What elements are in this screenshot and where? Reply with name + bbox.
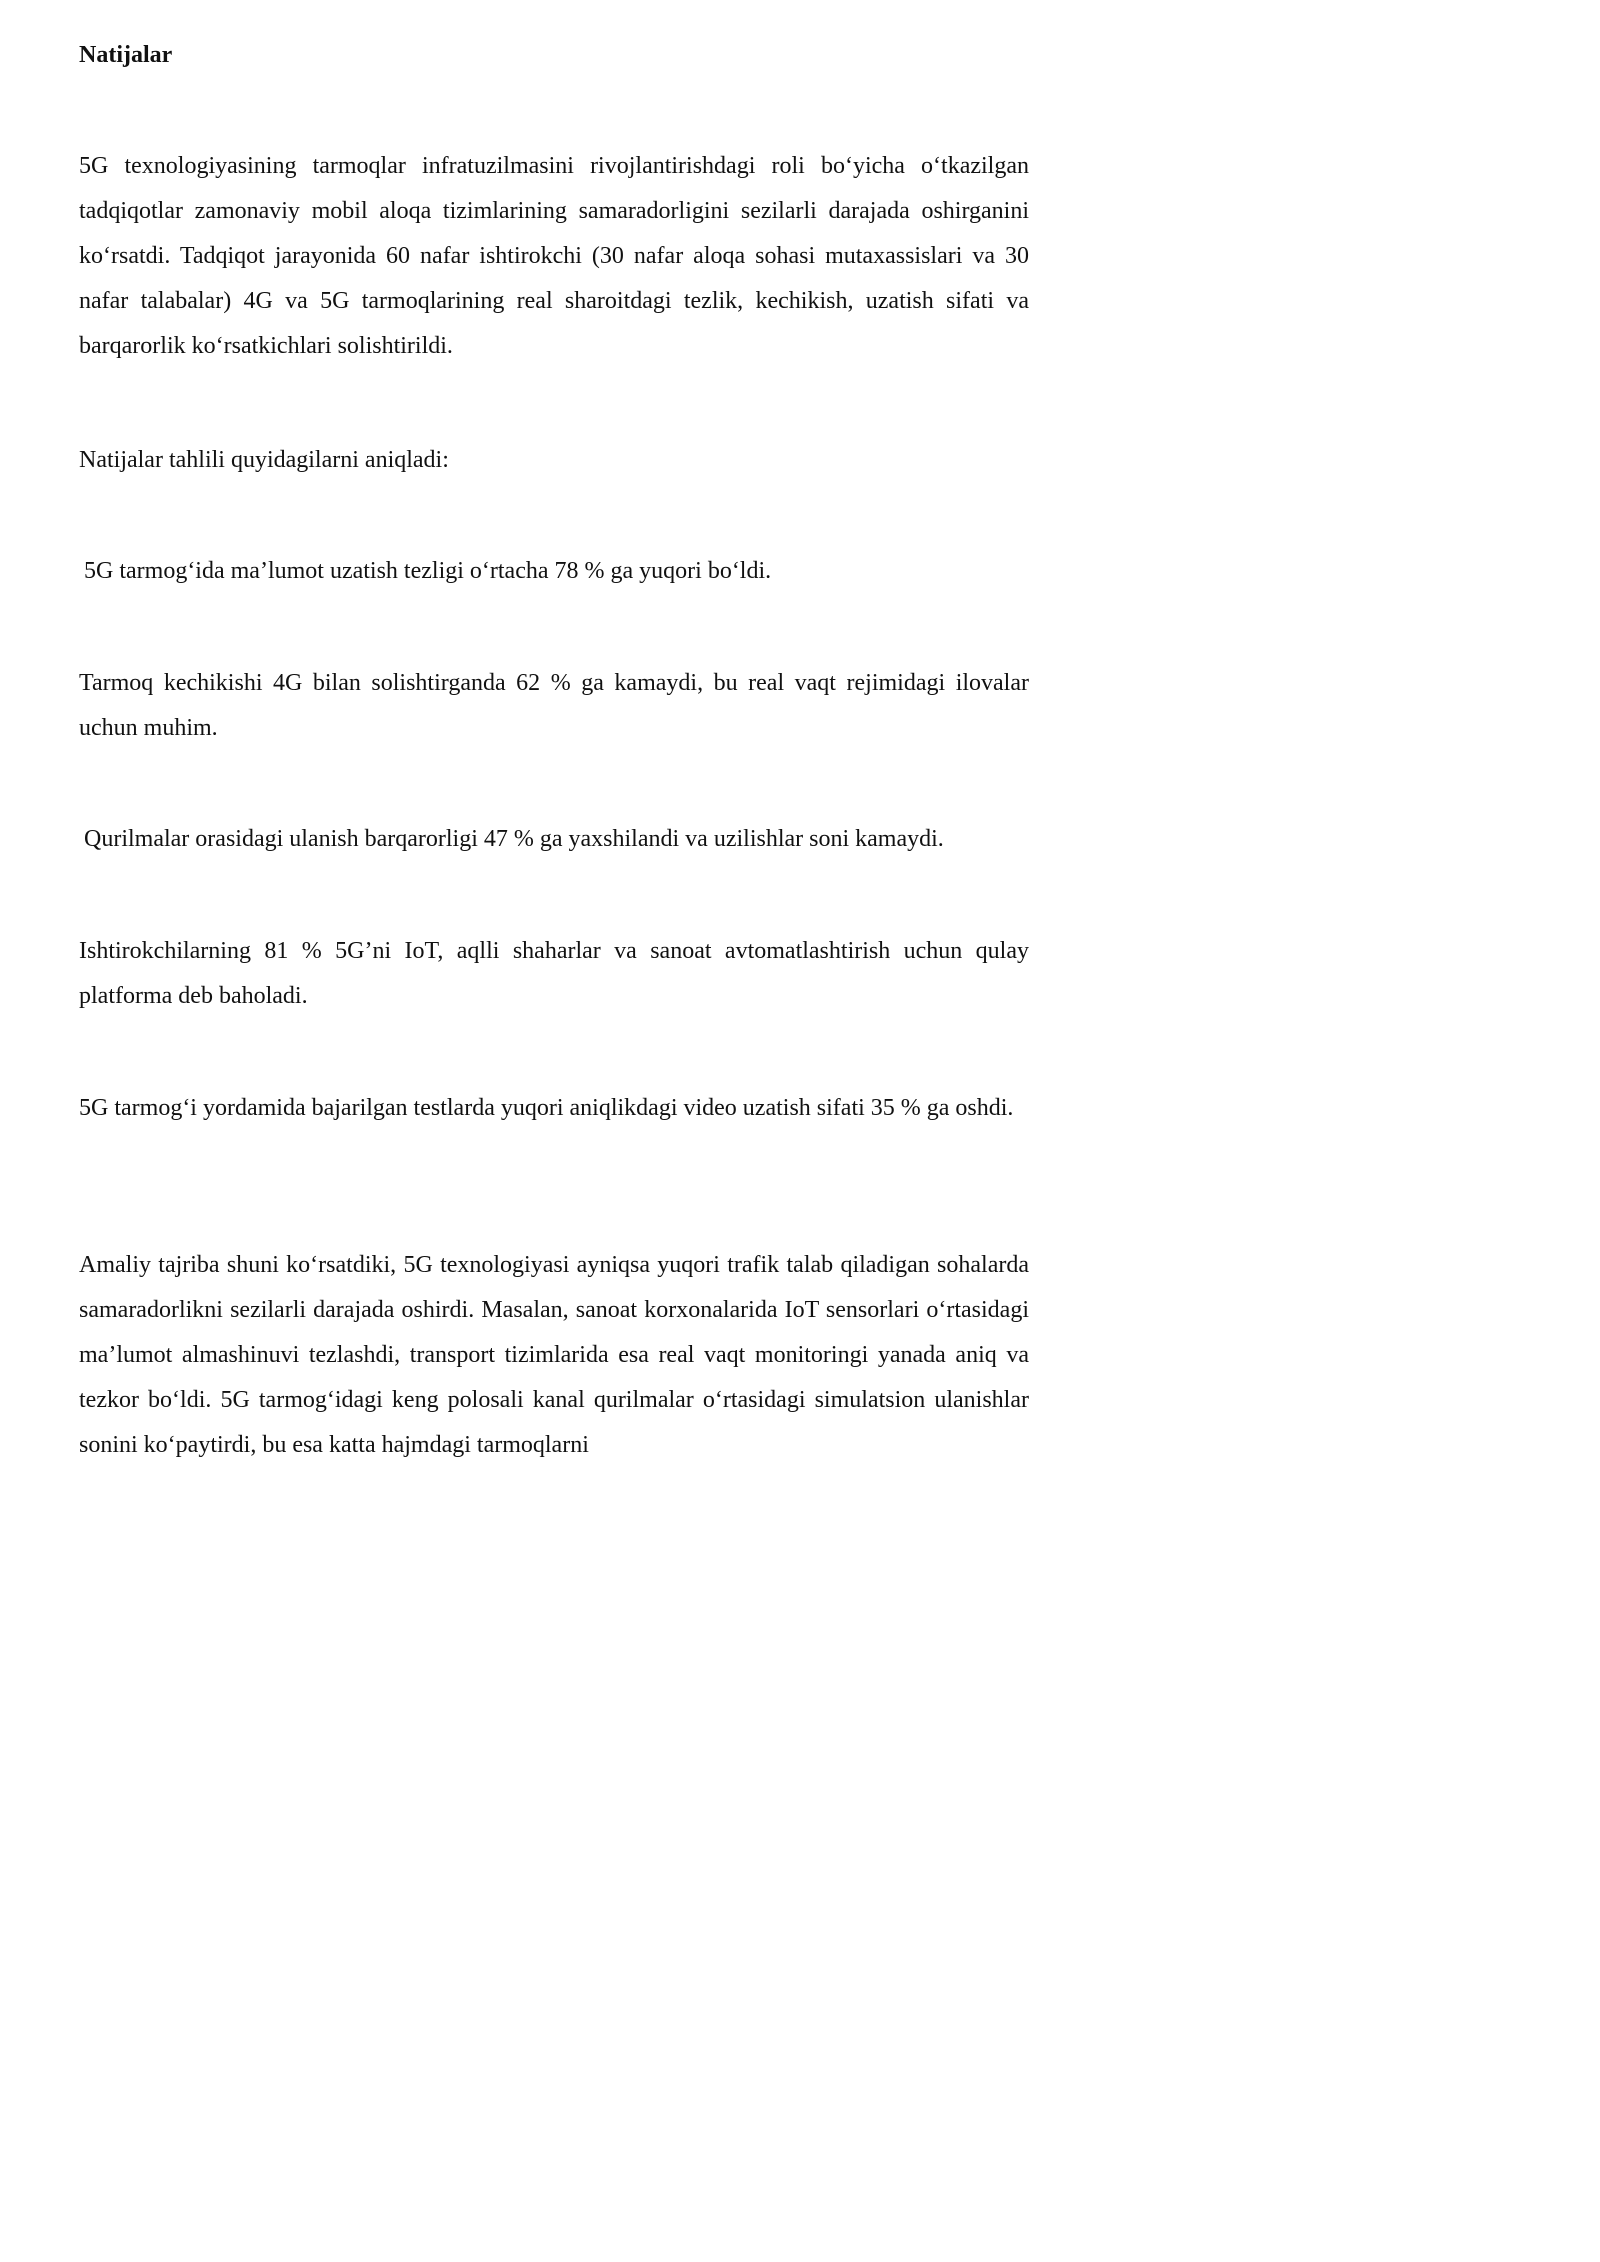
document-page: [0, 0, 1100, 1555]
finding-stability-paragraph: Qurilmalar orasidagi ulanish barqarorligi 47 % ga yaxshilandi va uzilishlar soni kamaydi.: [84, 826, 944, 852]
practical-experience-paragraph: Amaliy tajriba shuni ko‘rsatdiki, 5G texnologiyasi ayniqsa yuqori trafik talab qiladigan sohalarda samaradorlikni sezilarli darajada oshirdi. Masalan, sanoat korxonalarida IoT sensorlari o‘rtasidagi ma’lumot almashinuvi tezlashdi, transport tizimlarida esa real vaqt monitoringi yanada aniq va tezkor bo‘ldi. 5G tarmog‘idagi keng polosali kanal qurilmalar o‘rtasidagi simulatsion ulanishlar sonini ko‘paytirdi, bu esa katta hajmdagi tarmoqlarni: [79, 1252, 1029, 1458]
finding-video-quality-paragraph: 5G tarmog‘i yordamida bajarilgan testlarda yuqori aniqlikdagi video uzatish sifati 35 % ga oshdi.: [79, 1095, 1014, 1121]
finding-participants-paragraph: Ishtirokchilarning 81 % 5G’ni IoT, aqlli shaharlar va sanoat avtomatlashtirish uchun qulay platforma deb baholadi.: [79, 938, 1029, 1009]
results-lead-paragraph: Natijalar tahlili quyidagilarni aniqladi:: [79, 447, 449, 473]
finding-latency-paragraph: Tarmoq kechikishi 4G bilan solishtirganda 62 % ga kamaydi, bu real vaqt rejimidagi ilovalar uchun muhim.: [79, 670, 1029, 741]
finding-speed-paragraph: 5G tarmog‘ida ma’lumot uzatish tezligi o‘rtacha 78 % ga yuqori bo‘ldi.: [84, 558, 772, 584]
intro-paragraph: 5G texnologiyasining tarmoqlar infratuzilmasini rivojlantirishdagi roli bo‘yicha o‘tkazilgan tadqiqotlar zamonaviy mobil aloqa tizimlarining samaradorligini sezilarli darajada oshirganini ko‘rsatdi. Tadqiqot jarayonida 60 nafar ishtirokchi (30 nafar aloqa sohasi mutaxassislari va 30 nafar talabalar) 4G va 5G tarmoqlarining real sharoitdagi tezlik, kechikish, uzatish sifati va barqarorlik ko‘rsatkichlari solishtirildi.: [79, 153, 1029, 359]
section-heading: Natijalar: [79, 42, 173, 68]
